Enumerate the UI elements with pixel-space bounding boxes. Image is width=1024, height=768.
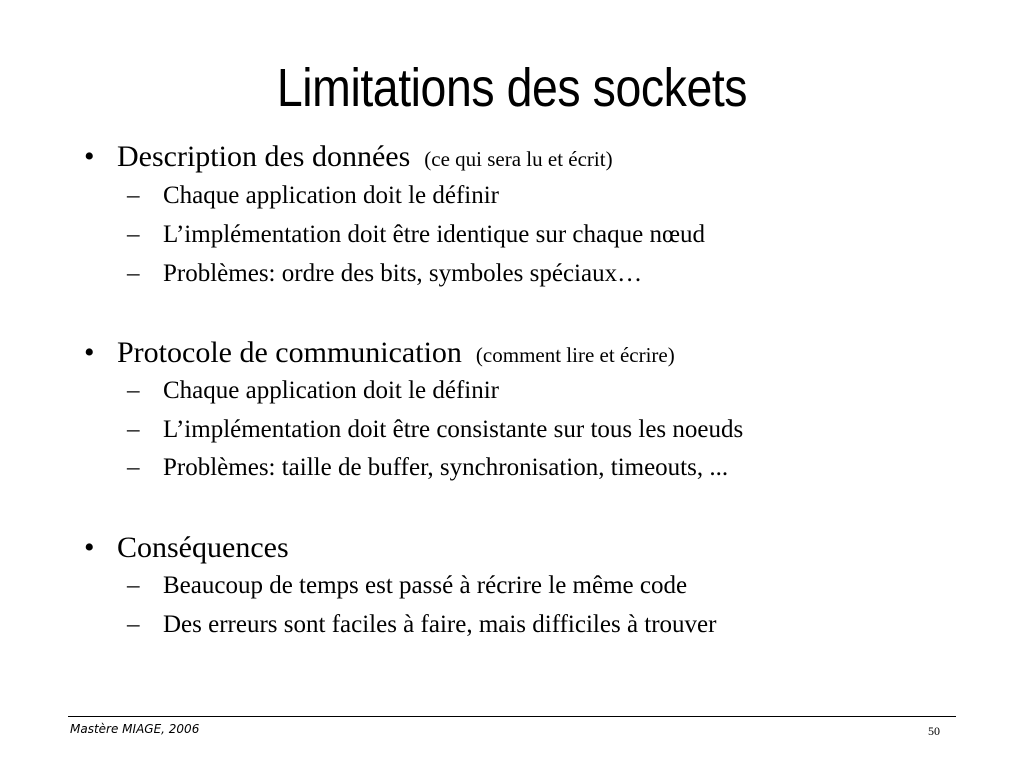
bullet-icon: • xyxy=(84,531,95,564)
footer-divider xyxy=(68,716,956,717)
sub-item-text: Chaque application doit le définir xyxy=(163,377,500,404)
sub-item xyxy=(127,414,743,446)
sub-item xyxy=(127,180,499,212)
bullet-label: Description des données xyxy=(117,140,411,173)
sub-item-text: Des erreurs sont faciles à faire, mais difficiles à trouver xyxy=(163,611,717,638)
sub-item-text: Problèmes: taille de buffer, synchronisation, timeouts, ... xyxy=(163,454,729,481)
bullet-icon: • xyxy=(84,336,95,369)
bullet-label: Protocole de communication xyxy=(117,336,462,369)
sub-item xyxy=(127,375,499,407)
bullet-icon: • xyxy=(84,140,95,173)
bullet-note: (comment lire et écrire) xyxy=(475,343,675,367)
dash-icon: – xyxy=(127,221,140,248)
slide-title: Limitations des sockets xyxy=(276,58,748,118)
sub-item xyxy=(127,452,728,484)
dash-icon: – xyxy=(127,454,140,481)
page-number: 50 xyxy=(928,724,940,738)
sub-item xyxy=(127,609,716,641)
sub-item-text: L’implémentation doit être consistante sur tous les noeuds xyxy=(163,416,744,443)
dash-icon: – xyxy=(127,416,140,443)
sub-item-text: Chaque application doit le définir xyxy=(163,182,500,209)
footer-course-label: Mastère MIAGE, 2006 xyxy=(70,722,200,736)
bullet-protocole-communication xyxy=(84,335,675,373)
dash-icon: – xyxy=(127,377,140,404)
sub-item-text: Problèmes: ordre des bits, symboles spéciaux… xyxy=(163,260,643,287)
dash-icon: – xyxy=(127,572,140,599)
bullet-description-donnees xyxy=(84,139,613,177)
sub-item xyxy=(127,570,687,602)
bullet-consequences xyxy=(84,530,289,566)
sub-item xyxy=(127,219,705,251)
sub-item xyxy=(127,258,642,290)
bullet-label: Conséquences xyxy=(117,531,289,564)
bullet-note: (ce qui sera lu et écrit) xyxy=(424,147,613,171)
sub-item-text: Beaucoup de temps est passé à récrire le même code xyxy=(163,572,688,599)
dash-icon: – xyxy=(127,182,140,209)
sub-item-text: L’implémentation doit être identique sur chaque nœud xyxy=(163,221,705,248)
dash-icon: – xyxy=(127,611,140,638)
dash-icon: – xyxy=(127,260,140,287)
